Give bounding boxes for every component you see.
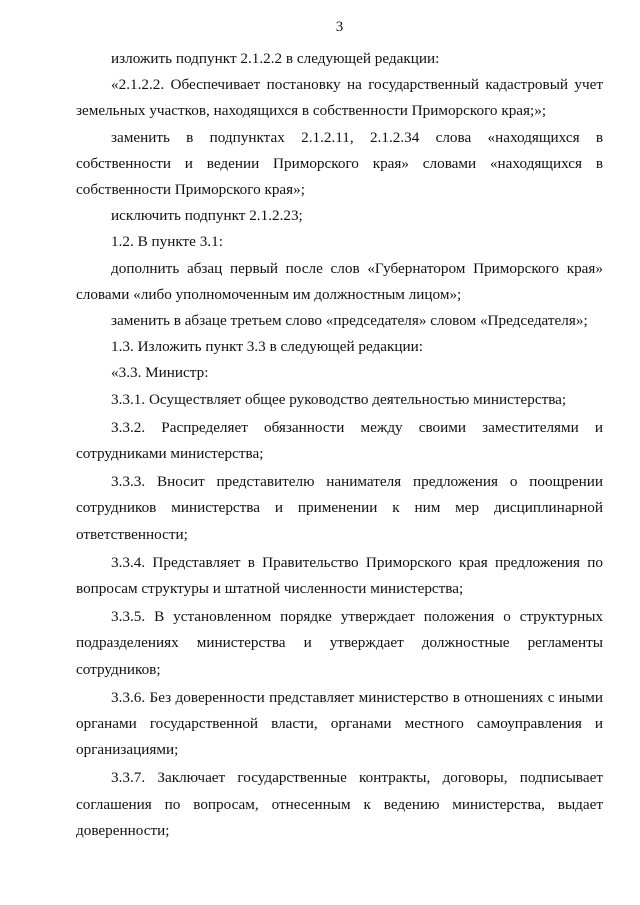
paragraph: 3.3.6. Без доверенности представляет министерство в отношениях с иными органами государственной власти, органами местного самоуправления и организациями; bbox=[76, 688, 603, 759]
paragraph: дополнить абзац первый после слов «Губернатором Приморского края» словами «либо уполномоченным им должностным лицом»; bbox=[76, 259, 603, 303]
paragraph: 1.2. В пункте 3.1: bbox=[111, 233, 223, 251]
paragraph: 3.3.1. Осуществляет общее руководство деятельностью министерства; bbox=[111, 390, 567, 408]
paragraph: 3.3.4. Представляет в Правительство Приморского края предложения по вопросам структуры и штатной численности министерства; bbox=[76, 553, 603, 598]
paragraph: 3.3.2. Распределяет обязанности между своими заместителями и сотрудниками министерства; bbox=[76, 418, 603, 463]
paragraph: заменить в подпунктах 2.1.2.11, 2.1.2.34 слова «находящихся в собственности и ведении Приморского края» словами «находящихся в собственности Приморского края»; bbox=[76, 128, 603, 199]
paragraph: исключить подпункт 2.1.2.23; bbox=[111, 207, 303, 225]
paragraph: заменить в абзаце третьем слово «председателя» словом «Председателя»; bbox=[111, 312, 588, 330]
paragraph: 1.3. Изложить пункт 3.3 в следующей редакции: bbox=[111, 338, 424, 356]
paragraph: 3.3.7. Заключает государственные контракты, договоры, подписывает соглашения по вопросам, отнесенным к ведению министерства, выдает доверенности; bbox=[76, 769, 603, 839]
paragraph: «2.1.2.2. Обеспечивает постановку на государственный кадастровый учет земельных участков, находящихся в собственности Приморского края;»; bbox=[76, 76, 603, 120]
page-number: 3 bbox=[335, 19, 344, 35]
paragraph: 3.3.5. В установленном порядке утверждает положения о структурных подразделениях министерства и утверждает должностные регламенты сотрудников; bbox=[76, 608, 603, 678]
document-body bbox=[76, 46, 603, 844]
paragraph: изложить подпункт 2.1.2.2 в следующей редакции: bbox=[111, 50, 440, 67]
paragraph: 3.3.3. Вносит представителю нанимателя предложения о поощрении сотрудников министерства и применении к ним мер дисциплинарной ответственности; bbox=[76, 473, 603, 543]
paragraph: «3.3. Министр: bbox=[111, 364, 209, 382]
